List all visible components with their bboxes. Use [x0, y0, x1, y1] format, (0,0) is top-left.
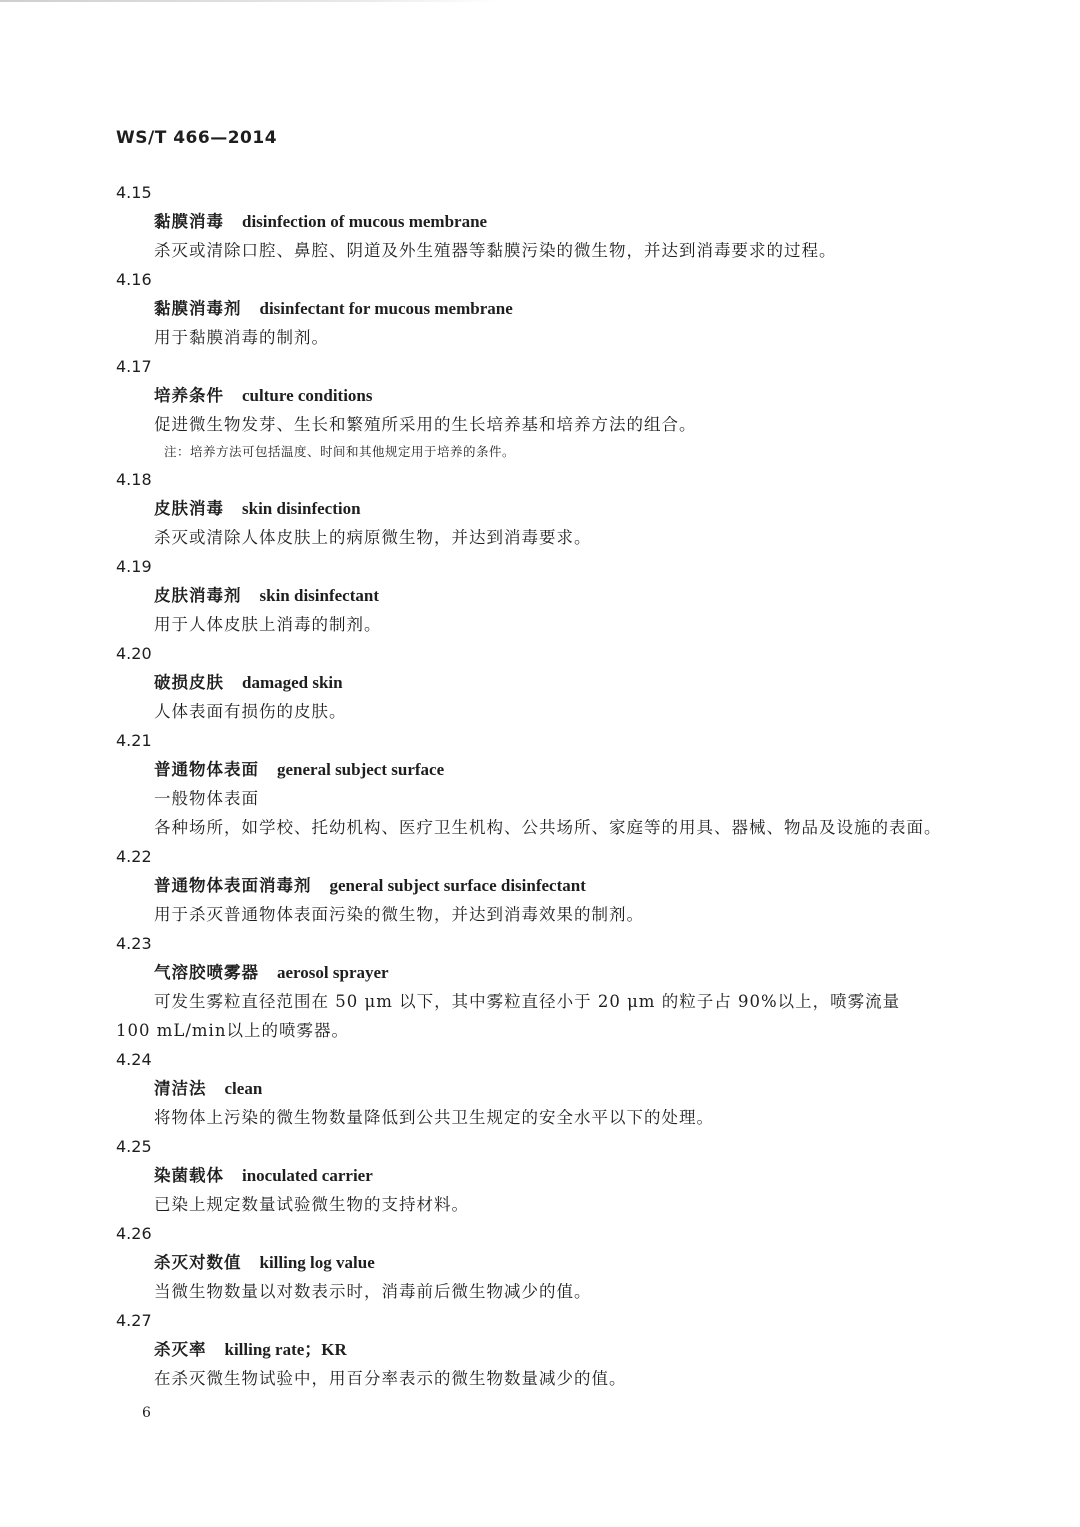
- term-number: 4.25: [116, 1137, 152, 1156]
- term-english: culture conditions: [242, 386, 373, 405]
- term-chinese: 杀灭对数值: [154, 1253, 242, 1272]
- term-definition: 在杀灭微生物试验中，用百分率表示的微生物数量减少的值。: [154, 1369, 627, 1388]
- page-number: 6: [142, 1405, 151, 1421]
- term-definition: 将物体上污染的微生物数量降低到公共卫生规定的安全水平以下的处理。: [154, 1108, 714, 1127]
- term-english: skin disinfectant: [259, 586, 379, 605]
- term-entry: [116, 1306, 976, 1393]
- term-number: 4.26: [116, 1224, 152, 1243]
- term-heading: [116, 871, 976, 900]
- term-definition: 已染上规定数量试验微生物的支持材料。: [154, 1195, 469, 1214]
- term-entry: [116, 465, 976, 552]
- term-entry: [116, 178, 976, 265]
- term-number: 4.15: [116, 183, 152, 202]
- term-entry: [116, 929, 976, 1045]
- top-border-line: [0, 0, 500, 2]
- term-heading: [116, 581, 976, 610]
- term-english: disinfectant for mucous membrane: [259, 299, 513, 318]
- term-entry: [116, 639, 976, 726]
- term-chinese: 染菌载体: [154, 1166, 224, 1185]
- term-english: general subject surface disinfectant: [329, 876, 586, 895]
- term-definition: 各种场所，如学校、托幼机构、医疗卫生机构、公共场所、家庭等的用具、器械、物品及设施的表面。: [154, 818, 942, 837]
- term-chinese: 气溶胶喷雾器: [154, 963, 259, 982]
- term-chinese: 杀灭率: [154, 1340, 207, 1359]
- standard-code: WS/T 466—2014: [116, 128, 278, 148]
- term-definition: 用于杀灭普通物体表面污染的微生物，并达到消毒效果的制剂。: [154, 905, 644, 924]
- term-note: 注：培养方法可包括温度、时间和其他规定用于培养的条件。: [164, 444, 516, 459]
- term-number: 4.17: [116, 357, 152, 376]
- term-english: aerosol sprayer: [277, 963, 389, 982]
- term-number: 4.18: [116, 470, 152, 489]
- term-number: 4.21: [116, 731, 152, 750]
- term-english: damaged skin: [242, 673, 343, 692]
- term-english: killing log value: [259, 1253, 375, 1272]
- term-definition: 杀灭或清除人体皮肤上的病原微生物，并达到消毒要求。: [154, 528, 592, 547]
- term-definition: 一般物体表面: [154, 789, 259, 808]
- term-definition: 当微生物数量以对数表示时，消毒前后微生物减少的值。: [154, 1282, 592, 1301]
- terms-list: [116, 178, 976, 1393]
- term-heading: [116, 294, 976, 323]
- term-heading: [116, 668, 976, 697]
- term-chinese: 普通物体表面: [154, 760, 259, 779]
- term-english: general subject surface: [277, 760, 445, 779]
- term-chinese: 普通物体表面消毒剂: [154, 876, 312, 895]
- term-definition: 杀灭或清除口腔、鼻腔、阴道及外生殖器等黏膜污染的微生物，并达到消毒要求的过程。: [154, 241, 837, 260]
- term-heading: [116, 958, 976, 987]
- term-chinese: 破损皮肤: [154, 673, 224, 692]
- term-heading: [116, 1248, 976, 1277]
- term-heading: [116, 381, 976, 410]
- term-chinese: 皮肤消毒: [154, 499, 224, 518]
- term-definition: 可发生雾粒直径范围在 50 μm 以下，其中雾粒直径小于 20 μm 的粒子占 90%以上，喷雾流量: [154, 992, 901, 1011]
- term-heading: [116, 494, 976, 523]
- term-entry: [116, 352, 976, 465]
- term-heading: [116, 1335, 976, 1364]
- term-heading: [116, 755, 976, 784]
- term-english: disinfection of mucous membrane: [242, 212, 488, 231]
- term-definition: 用于人体皮肤上消毒的制剂。: [154, 615, 382, 634]
- term-entry: [116, 265, 976, 352]
- term-number: 4.22: [116, 847, 152, 866]
- term-number: 4.20: [116, 644, 152, 663]
- term-definition: 用于黏膜消毒的制剂。: [154, 328, 329, 347]
- term-heading: [116, 207, 976, 236]
- term-number: 4.27: [116, 1311, 152, 1330]
- term-entry: [116, 726, 976, 842]
- term-english: clean: [224, 1079, 263, 1098]
- term-entry: [116, 1045, 976, 1132]
- term-definition-continued: 100 mL/min以上的喷雾器。: [116, 1021, 349, 1040]
- term-heading: [116, 1074, 976, 1103]
- term-number: 4.16: [116, 270, 152, 289]
- term-entry: [116, 552, 976, 639]
- term-number: 4.19: [116, 557, 152, 576]
- term-english: inoculated carrier: [242, 1166, 373, 1185]
- term-definition: 人体表面有损伤的皮肤。: [154, 702, 347, 721]
- term-chinese: 清洁法: [154, 1079, 207, 1098]
- term-heading: [116, 1161, 976, 1190]
- term-definition: 促进微生物发芽、生长和繁殖所采用的生长培养基和培养方法的组合。: [154, 415, 697, 434]
- term-entry: [116, 1219, 976, 1306]
- term-number: 4.23: [116, 934, 152, 953]
- term-english: killing rate；KR: [224, 1340, 347, 1359]
- term-chinese: 皮肤消毒剂: [154, 586, 242, 605]
- term-entry: [116, 1132, 976, 1219]
- term-entry: [116, 842, 976, 929]
- term-chinese: 黏膜消毒: [154, 212, 224, 231]
- term-chinese: 培养条件: [154, 386, 224, 405]
- term-chinese: 黏膜消毒剂: [154, 299, 242, 318]
- term-number: 4.24: [116, 1050, 152, 1069]
- term-english: skin disinfection: [242, 499, 361, 518]
